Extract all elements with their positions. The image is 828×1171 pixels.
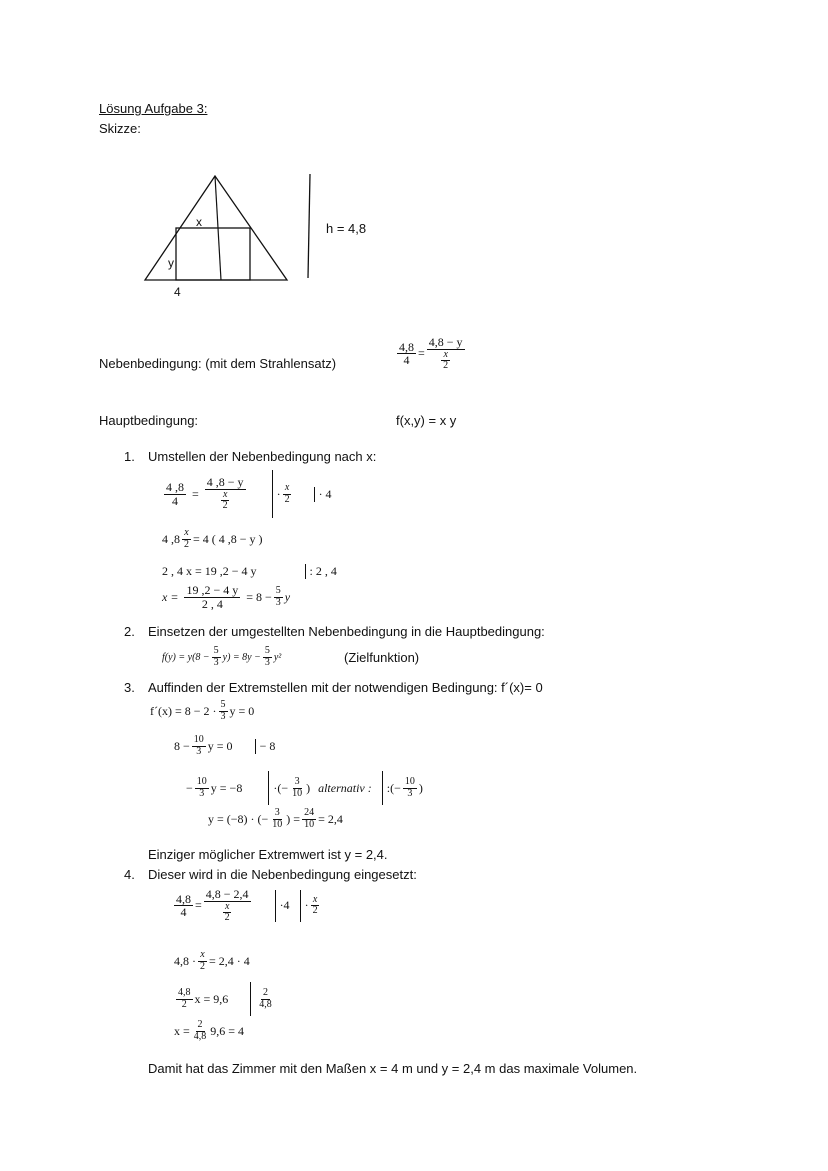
step-1-number: 1.	[124, 449, 135, 464]
step-3-title: Auffinden der Extremstellen mit der notwendigen Bedingung: f´(x)= 0	[148, 680, 543, 695]
final-statement: Damit hat das Zimmer mit den Maßen x = 4 m und y = 2,4 m das maximale Volumen.	[148, 1061, 638, 1076]
step-4-title: Dieser wird in die Nebenbedingung eingesetzt:	[148, 867, 417, 882]
sketch-base-label: 4	[174, 285, 181, 299]
step-3-line-1: f´(x) = 8 − 2 · $\frac{5}{3}$ y = 0	[150, 699, 255, 722]
step-1-line-1: $\frac{4 ,8}{4}$ = $\frac{4 ,8 - y}{\frac{x}{2}}$ · $\frac{x}{2}$ · 4	[162, 470, 332, 518]
step-1-line-3: 2 , 4 x = 19 ,2 − 4 y : 2 , 4	[162, 564, 337, 578]
nebenbedingung-formula: $\frac{4,8}{4}$ = $\frac{4,8 - y}{\frac{x}{2}}$	[399, 335, 463, 372]
step-2-title: Einsetzen der umgestellten Nebenbedingung in die Hauptbedingung:	[148, 624, 545, 639]
hauptbedingung-formula: f(x,y) = x y	[396, 413, 457, 428]
step-2-note: (Zielfunktion)	[344, 650, 420, 665]
step-2-zielfunktion: f(y) = y(8 − $\frac{5}{3}$ y) = 8y − $\frac{5}{3}$ y²	[162, 645, 282, 668]
sketch-height-label: h = 4,8	[326, 221, 367, 236]
step-2-number: 2.	[124, 624, 135, 639]
step-4-number: 4.	[124, 867, 135, 882]
sketch-x-label: x	[196, 215, 202, 229]
page-title: Lösung Aufgabe 3:	[99, 101, 208, 116]
step-1-line-2: 4 ,8 $\frac{x}{2}$ = 4 ( 4 ,8 − y )	[162, 527, 263, 550]
step-3-conclusion: Einziger möglicher Extremwert ist y = 2,4.	[148, 847, 388, 862]
step-3-line-3: − $\frac{10}{3}$ y = −8 ·(− $\frac{3}{10}$ ) alternativ : :(− $\frac{10}{3}$ )	[186, 771, 423, 805]
sketch-label: Skizze:	[99, 121, 141, 136]
step-1-line-4: x = $\frac{19 ,2 - 4 y}{2 , 4}$ = 8 − $\frac{5}{3}$ y	[162, 583, 291, 611]
step-4-line-1: $\frac{4,8}{4}$ = $\frac{4,8 - 2,4}{\frac{x}{2}}$ ·4 · $\frac{x}{2}$	[172, 888, 322, 924]
step-1-title: Umstellen der Nebenbedingung nach x:	[148, 449, 377, 464]
step-3-line-2: 8 − $\frac{10}{3}$ y = 0 − 8	[174, 734, 276, 757]
height-marker	[308, 174, 310, 278]
hauptbedingung-label: Hauptbedingung:	[99, 413, 199, 428]
sketch-y-label: y	[168, 256, 174, 270]
nebenbedingung-label: Nebenbedingung: (mit dem Strahlensatz)	[99, 356, 337, 371]
step-3-number: 3.	[124, 680, 135, 695]
step-4-line-4: x = $\frac{2}{4,8}$ 9,6 = 4	[174, 1019, 245, 1042]
room-rectangle	[176, 228, 250, 280]
step-4-line-3: $\frac{4,8}{2}$ x = 9,6 $\frac{2}{4,8}$	[174, 982, 276, 1016]
step-4-line-2: 4,8 · $\frac{x}{2}$ = 2,4 · 4	[174, 949, 250, 972]
step-3-line-4: y = (−8) · (− $\frac{3}{10}$ ) = $\frac{24}{10}$ = 2,4	[208, 807, 343, 830]
